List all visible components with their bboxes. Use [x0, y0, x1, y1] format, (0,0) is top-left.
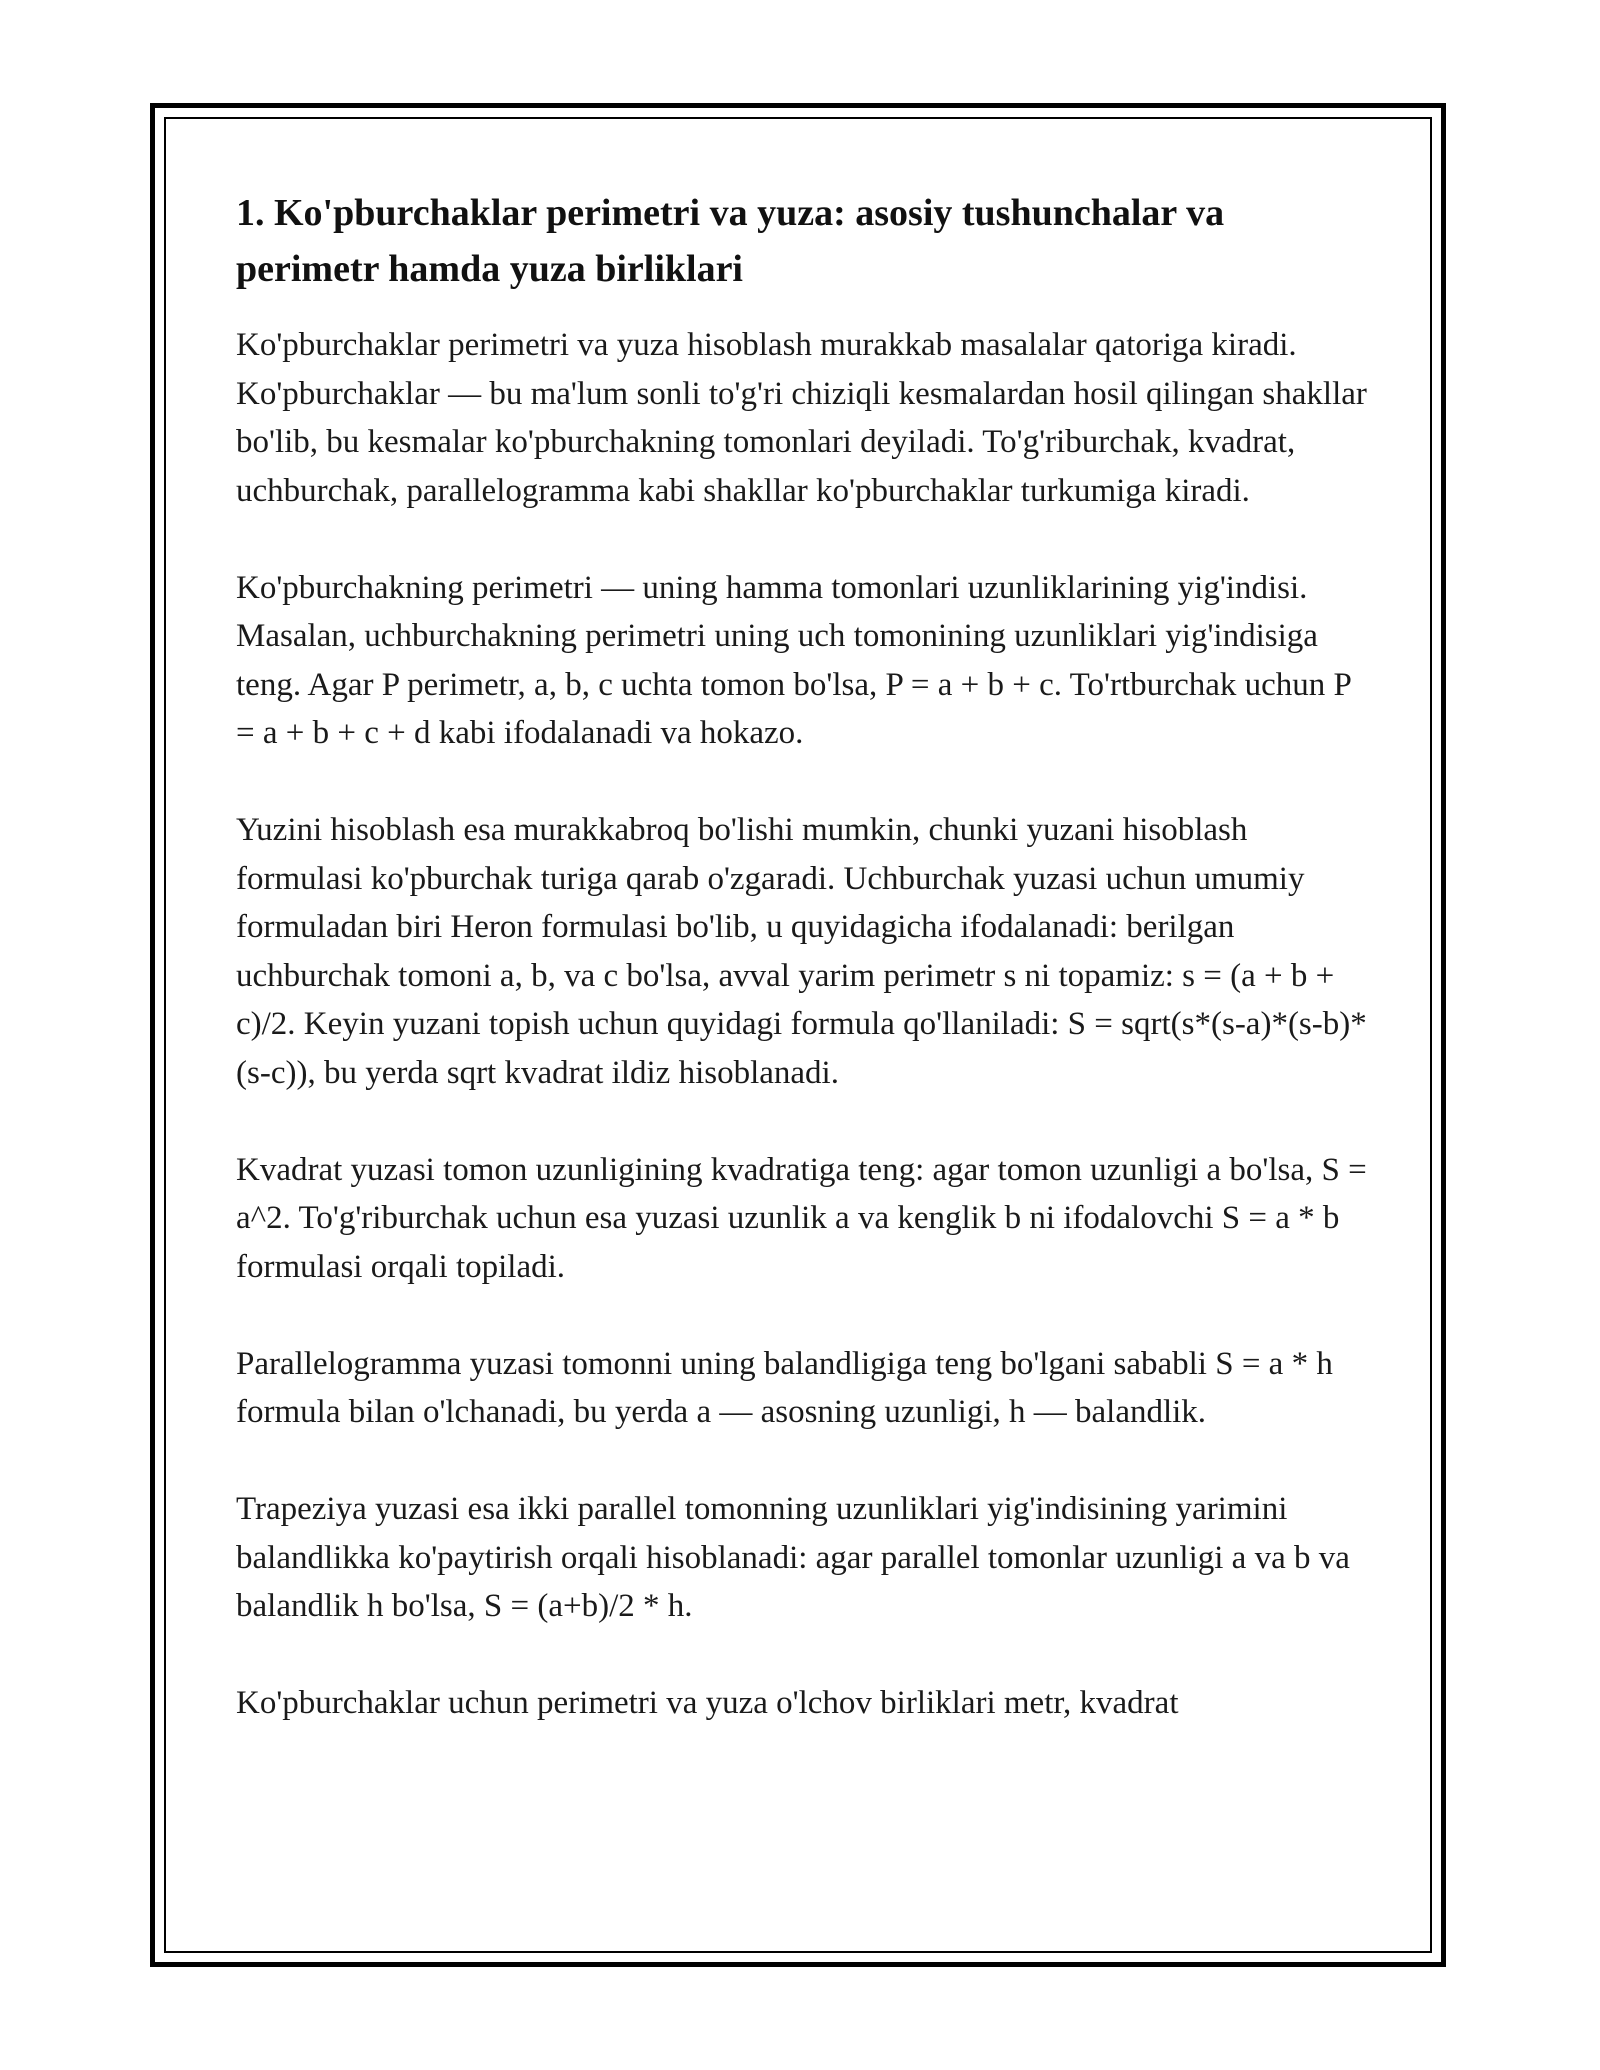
paragraph-units: Ko'pburchaklar uchun perimetri va yuza o'lchov birliklari metr, kvadrat	[236, 1685, 1179, 1721]
paragraph-perimeter: Ko'pburchakning perimetri — uning hamma tomonlari uzunliklarining yig'indisi. Masalan, uchburchakning perimetri uning uch tomonining uzunliklari yig'indisiga teng. Agar P perimetr, a, b, c uchta tomon bo'lsa, P = a + b + c. To'rtburchak uchun P = a + b + c + d kabi ifodalanadi va hokazo.	[236, 569, 1351, 751]
paragraph-area-heron: Yuzini hisoblash esa murakkabroq bo'lishi mumkin, chunki yuzani hisoblash formulasi ko'pburchak turiga qarab o'zgaradi. Uchburchak yuzasi uchun umumiy formuladan biri Heron formulasi bo'lib, u quyidagicha ifodalanadi: berilgan uchburchak tomoni a, b, va c bo'lsa, avval yarim perimetr s ni topamiz: s = (a + b + c)/2. Keyin yuzani topish uchun quyidagi formula qo'llaniladi: S = sqrt(s*(s-a)*(s-b)*(s-c)), bu yerda sqrt kvadrat ildiz hisoblanadi.	[236, 812, 1367, 1091]
paragraph-parallelogram: Parallelogramma yuzasi tomonni uning balandligiga teng bo'lgani sababli S = a * h formula bilan o'lchanadi, bu yerda a — asosning uzunligi, h — balandlik.	[236, 1345, 1333, 1430]
section-heading: 1. Ko'pburchaklar perimetri va yuza: asosiy tushunchalar va perimetr hamda yuza birliklari	[236, 192, 1225, 290]
paragraph-square-rectangle: Kvadrat yuzasi tomon uzunligining kvadratiga teng: agar tomon uzunligi a bo'lsa, S = a^2. To'g'riburchak uchun esa yuzasi uzunlik a va kenglik b ni ifodalovchi S = a * b formulasi orqali topiladi.	[236, 1151, 1367, 1285]
document-body	[236, 185, 1376, 1776]
paragraph-trapezoid: Trapeziya yuzasi esa ikki parallel tomonning uzunliklari yig'indisining yarimini balandlikka ko'paytirish orqali hisoblanadi: agar parallel tomonlar uzunligi a va b va balandlik h bo'lsa, S = (a+b)/2 * h.	[236, 1491, 1350, 1624]
paragraph-intro: Ko'pburchaklar perimetri va yuza hisoblash murakkab masalalar qatoriga kiradi. Ko'pburchaklar — bu ma'lum sonli to'g'ri chiziqli kesmalardan hosil qilingan shakllar bo'lib, bu kesmalar ko'pburchakning tomonlari deyiladi. To'g'riburchak, kvadrat, uchburchak, parallelogramma kabi shakllar ko'pburchaklar turkumiga kiradi.	[236, 327, 1367, 509]
